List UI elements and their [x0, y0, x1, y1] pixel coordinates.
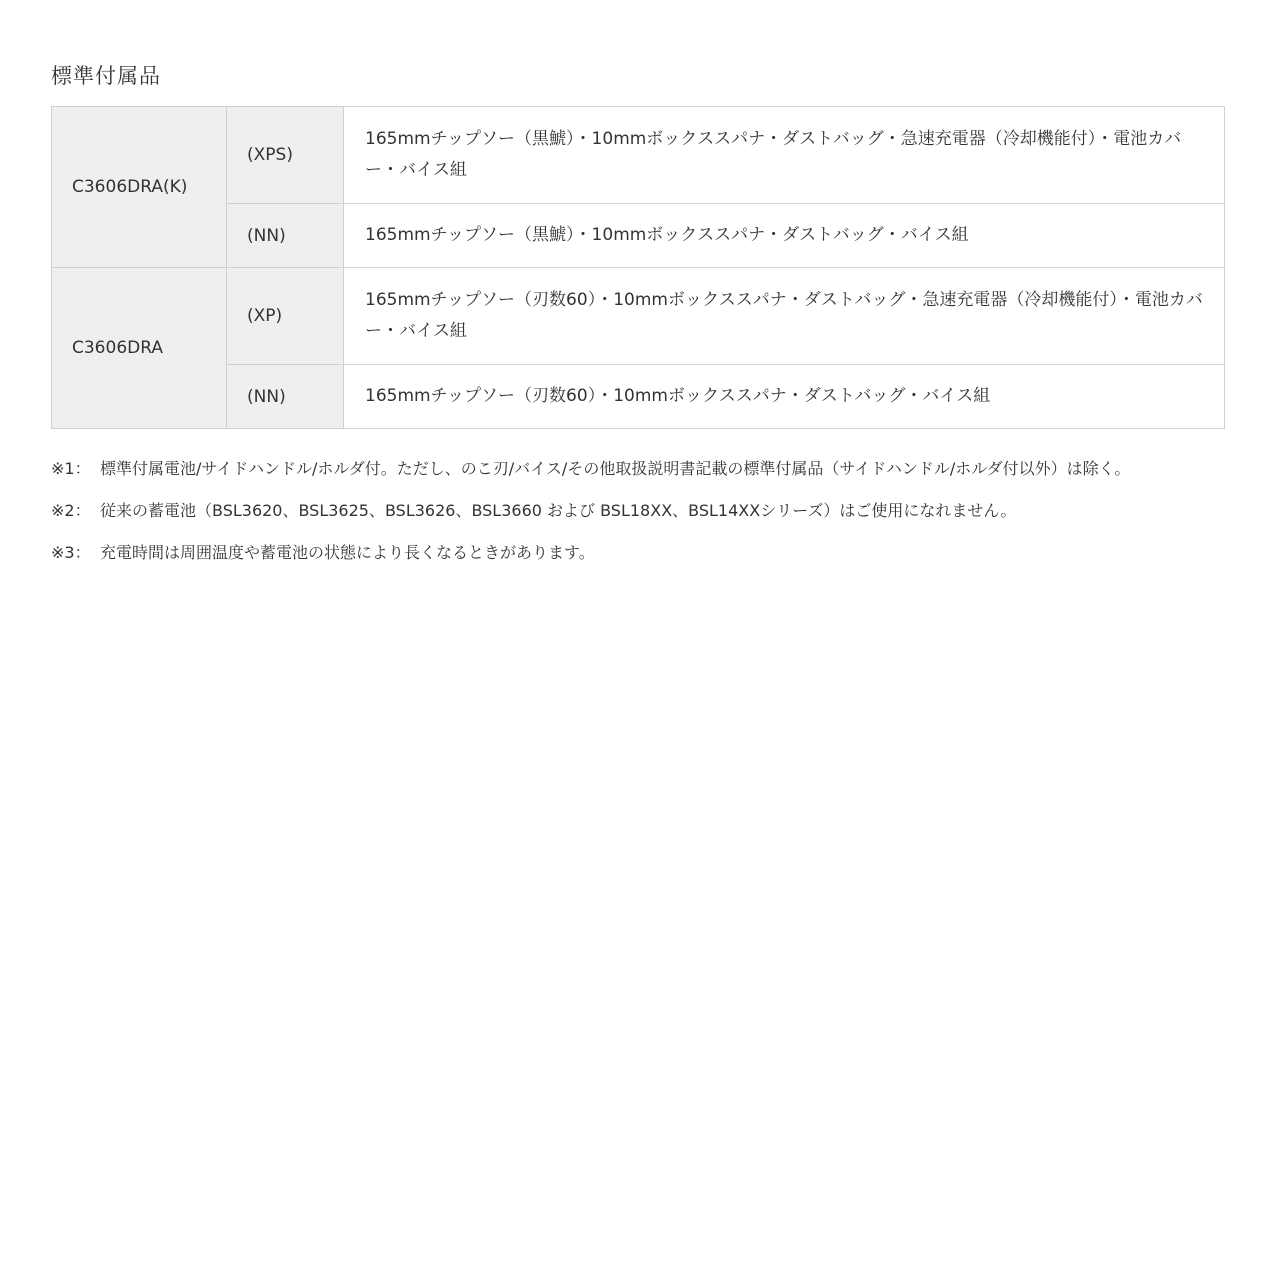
table-row: [52, 268, 1225, 365]
variant-cell: (XPS): [227, 107, 344, 204]
footnote-mark: ※3：: [51, 543, 91, 562]
model-cell: C3606DRA: [52, 268, 227, 429]
accessories-cell: 165mmチップソー（黒鯱）・10mmボックススパナ・ダストバッグ・バイス組: [344, 204, 1225, 268]
accessories-table: [51, 106, 1225, 429]
table-row: [52, 365, 1225, 429]
accessories-cell: 165mmチップソー（黒鯱）・10mmボックススパナ・ダストバッグ・急速充電器（冷却機能付）・電池カバー・バイス組: [344, 107, 1225, 204]
footnote-mark: ※1：: [51, 459, 91, 478]
variant-cell: (XP): [227, 268, 344, 365]
footnote-text: 充電時間は周囲温度や蓄電池の状態により長くなるときがあります。: [100, 543, 595, 562]
footnote: [51, 455, 1225, 483]
footnote: [51, 539, 1225, 567]
variant-cell: (NN): [227, 204, 344, 268]
footnote: [51, 497, 1225, 525]
table-row: [52, 204, 1225, 268]
variant-cell: (NN): [227, 365, 344, 429]
model-cell: C3606DRA(K): [52, 107, 227, 268]
footnote-mark: ※2：: [51, 501, 91, 520]
footnote-text: 標準付属電池/サイドハンドル/ホルダ付。ただし、のこ刃/バイス/その他取扱説明書記載の標準付属品（サイドハンドル/ホルダ付以外）は除く。: [100, 459, 1131, 478]
accessories-cell: 165mmチップソー（刃数60）・10mmボックススパナ・ダストバッグ・バイス組: [344, 365, 1225, 429]
footnote-text: 従来の蓄電池（BSL3620、BSL3625、BSL3626、BSL3660 および BSL18XX、BSL14XXシリーズ）はご使用になれません。: [100, 501, 1017, 520]
table-row: [52, 107, 1225, 204]
footnotes: [51, 455, 1225, 581]
section-heading: 標準付属品: [51, 64, 161, 88]
accessories-cell: 165mmチップソー（刃数60）・10mmボックススパナ・ダストバッグ・急速充電器（冷却機能付）・電池カバー・バイス組: [344, 268, 1225, 365]
